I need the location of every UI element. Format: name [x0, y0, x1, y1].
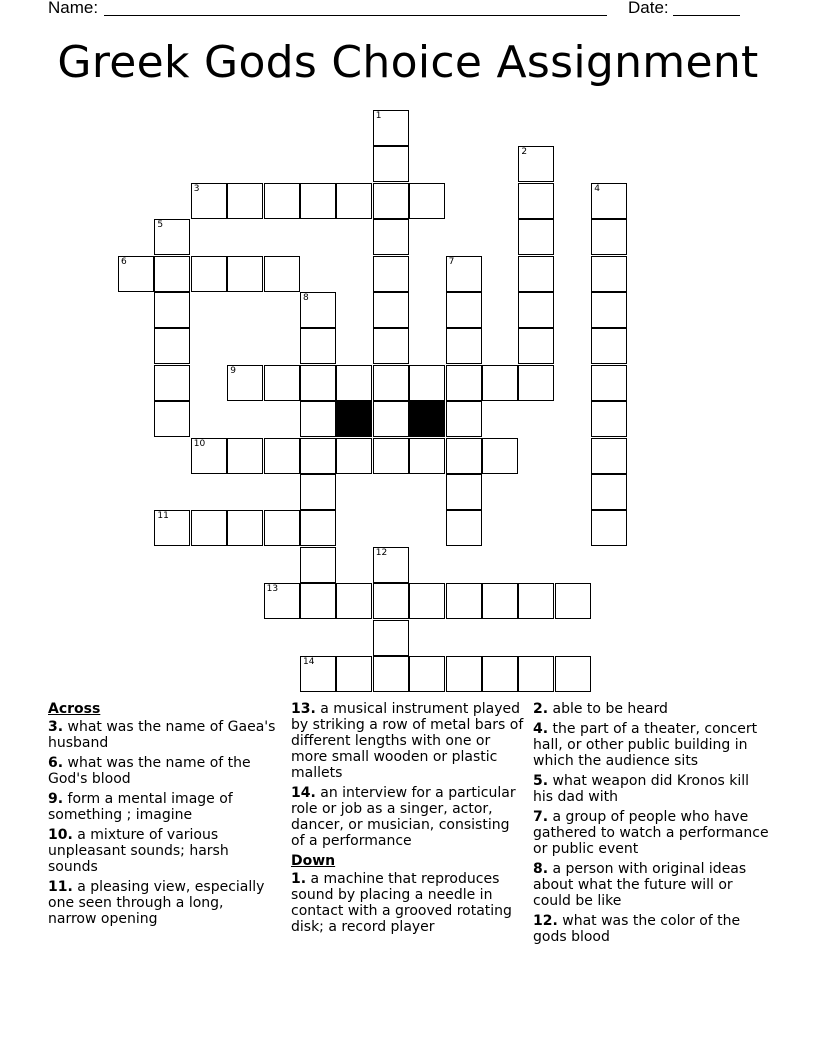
grid-cell[interactable]: [409, 656, 445, 692]
grid-cell-number: 10: [193, 438, 206, 449]
clue-across-9: 9. form a mental image of something ; imagine: [48, 791, 233, 823]
grid-cell[interactable]: [154, 401, 190, 437]
clue-across-11: 11. a pleasing view, especially one seen through a long, narrow opening: [48, 879, 265, 927]
grid-cell[interactable]: [300, 438, 336, 474]
grid-cell[interactable]: [409, 183, 445, 219]
grid-cell[interactable]: [300, 365, 336, 401]
grid-cell[interactable]: [264, 183, 300, 219]
grid-cell-number: 6: [121, 256, 127, 267]
grid-cell-number: 8: [303, 293, 309, 303]
grid-cell[interactable]: [373, 183, 409, 219]
grid-cell[interactable]: [591, 365, 627, 401]
date-label: Date:: [628, 0, 669, 17]
clue-across-13: 13. a musical instrument played by striking a row of metal bars of different lengths with one or more small wooden or plastic mallets: [291, 701, 524, 781]
clue-across-6: 6. what was the name of the God's blood: [48, 755, 251, 787]
grid-cell[interactable]: [373, 365, 409, 401]
grid-cell[interactable]: [300, 401, 336, 437]
grid-cell[interactable]: [591, 401, 627, 437]
grid-cell[interactable]: [518, 183, 554, 219]
grid-cell[interactable]: [191, 510, 227, 546]
grid-cell[interactable]: [446, 401, 482, 437]
grid-cell-number: 14: [303, 657, 315, 667]
grid-cell-number: 12: [375, 547, 388, 558]
grid-cell[interactable]: [446, 583, 482, 619]
grid-cell[interactable]: [264, 256, 300, 292]
grid-cell[interactable]: [373, 292, 409, 328]
grid-cell[interactable]: [518, 365, 554, 401]
down-heading: Down: [291, 853, 336, 869]
grid-cell[interactable]: [191, 438, 227, 474]
grid-cell[interactable]: [591, 438, 627, 474]
grid-cell[interactable]: [409, 583, 445, 619]
grid-cell-number: 2: [521, 147, 528, 158]
grid-cell[interactable]: [300, 328, 336, 364]
grid-cell[interactable]: [482, 438, 518, 474]
clue-down-8: 8. a person with original ideas about what the future will or could be like: [533, 861, 747, 909]
clue-down-12: 12. what was the color of the gods blood: [533, 913, 741, 945]
grid-cell-number: 1: [375, 111, 382, 121]
grid-cell[interactable]: [373, 656, 409, 692]
grid-cell[interactable]: [446, 474, 482, 510]
clue-down-5: 5. what weapon did Kronos kill his dad with: [533, 773, 750, 805]
clue-down-1: 1. a machine that reproduces sound by placing a needle in contact with a grooved rotating disk; a record player: [291, 871, 512, 935]
grid-cell[interactable]: [336, 183, 372, 219]
clue-across-3: 3. what was the name of Gaea's husband: [48, 719, 276, 751]
grid-cell[interactable]: [373, 438, 409, 474]
grid-cell[interactable]: [409, 438, 445, 474]
grid-cell[interactable]: [591, 474, 627, 510]
grid-cell[interactable]: [227, 256, 263, 292]
grid-cell[interactable]: [264, 583, 300, 619]
grid-cell[interactable]: [227, 438, 263, 474]
grid-cell[interactable]: [154, 510, 190, 546]
grid-cell[interactable]: [300, 656, 336, 692]
clue-down-7: 7. a group of people who have gathered to watch a performance or public event: [533, 809, 769, 857]
grid-cell[interactable]: [518, 583, 554, 619]
grid-cell[interactable]: [373, 620, 409, 656]
grid-cell[interactable]: [373, 219, 409, 255]
grid-cell-number: 9: [230, 365, 236, 376]
grid-cell[interactable]: [227, 365, 263, 401]
grid-cell[interactable]: [300, 547, 336, 583]
grid-cell[interactable]: [191, 183, 227, 219]
clue-across-10: 10. a mixture of various unpleasant sounds; harsh sounds: [48, 827, 229, 875]
grid-cell[interactable]: [118, 256, 154, 292]
grid-cell[interactable]: [336, 365, 372, 401]
grid-cell[interactable]: [446, 510, 482, 546]
grid-cell[interactable]: [191, 256, 227, 292]
grid-cell[interactable]: [336, 656, 372, 692]
grid-cell-blocked: [336, 401, 372, 437]
grid-cell[interactable]: [591, 510, 627, 546]
grid-cell[interactable]: [591, 183, 627, 219]
grid-cell[interactable]: [373, 146, 409, 182]
grid-cell[interactable]: [373, 583, 409, 619]
name-label: Name:: [48, 0, 99, 17]
clue-across-14: 14. an interview for a particular role or job as a singer, actor, dancer, or musician, consisting of a performance: [291, 785, 516, 849]
grid-cell[interactable]: [227, 510, 263, 546]
grid-cell[interactable]: [591, 219, 627, 255]
clues-column-2: [291, 701, 525, 939]
grid-cell[interactable]: [373, 401, 409, 437]
grid-cell[interactable]: [264, 365, 300, 401]
clues-column-3: [533, 701, 769, 949]
grid-cell[interactable]: [300, 292, 336, 328]
grid-cell[interactable]: [591, 256, 627, 292]
grid-cell[interactable]: [300, 583, 336, 619]
grid-cell[interactable]: [154, 365, 190, 401]
clue-down-4: 4. the part of a theater, concert hall, or other public building in which the audience sits: [533, 721, 758, 769]
grid-cell[interactable]: [518, 328, 554, 364]
grid-cell-number: 3: [193, 183, 200, 194]
grid-cell-number: 13: [266, 584, 279, 595]
grid-cell-blocked: [409, 401, 445, 437]
page-title: Greek Gods Choice Assignment: [57, 37, 759, 88]
grid-cell[interactable]: [300, 510, 336, 546]
grid-cell[interactable]: [446, 292, 482, 328]
grid-cell[interactable]: [336, 438, 372, 474]
grid-cell[interactable]: [446, 656, 482, 692]
grid-cell[interactable]: [264, 510, 300, 546]
grid-cell[interactable]: [591, 328, 627, 364]
grid-cell[interactable]: [154, 219, 190, 255]
grid-cell[interactable]: [373, 328, 409, 364]
grid-cell[interactable]: [154, 256, 190, 292]
grid-cell[interactable]: [482, 583, 518, 619]
grid-cell-number: 7: [448, 256, 455, 267]
grid-cell[interactable]: [409, 365, 445, 401]
grid-cell[interactable]: [373, 547, 409, 583]
grid-cell[interactable]: [446, 365, 482, 401]
grid-cell[interactable]: [336, 583, 372, 619]
grid-cell[interactable]: [518, 656, 554, 692]
grid-cell[interactable]: [518, 219, 554, 255]
grid-cell[interactable]: [518, 146, 554, 182]
grid-cell[interactable]: [264, 438, 300, 474]
grid-cell[interactable]: [373, 110, 409, 146]
clues-column-1: [48, 701, 276, 931]
grid-cell-number: 4: [594, 183, 600, 194]
grid-cell[interactable]: [373, 256, 409, 292]
grid-cell[interactable]: [591, 292, 627, 328]
grid-cell[interactable]: [446, 256, 482, 292]
grid-cell[interactable]: [555, 656, 591, 692]
grid-cell[interactable]: [446, 438, 482, 474]
grid-cell[interactable]: [227, 183, 263, 219]
grid-cell[interactable]: [555, 583, 591, 619]
grid-cell-number: 5: [157, 220, 164, 231]
grid-cell[interactable]: [518, 292, 554, 328]
across-heading: Across: [48, 701, 101, 717]
grid-cell[interactable]: [446, 328, 482, 364]
grid-cell[interactable]: [154, 328, 190, 364]
grid-cell[interactable]: [482, 656, 518, 692]
clue-down-2: 2. able to be heard: [533, 701, 668, 717]
grid-cell[interactable]: [154, 292, 190, 328]
grid-cell-number: 11: [157, 511, 169, 522]
grid-cell[interactable]: [482, 365, 518, 401]
grid-cell[interactable]: [300, 183, 336, 219]
grid-cell[interactable]: [300, 474, 336, 510]
grid-cell[interactable]: [518, 256, 554, 292]
